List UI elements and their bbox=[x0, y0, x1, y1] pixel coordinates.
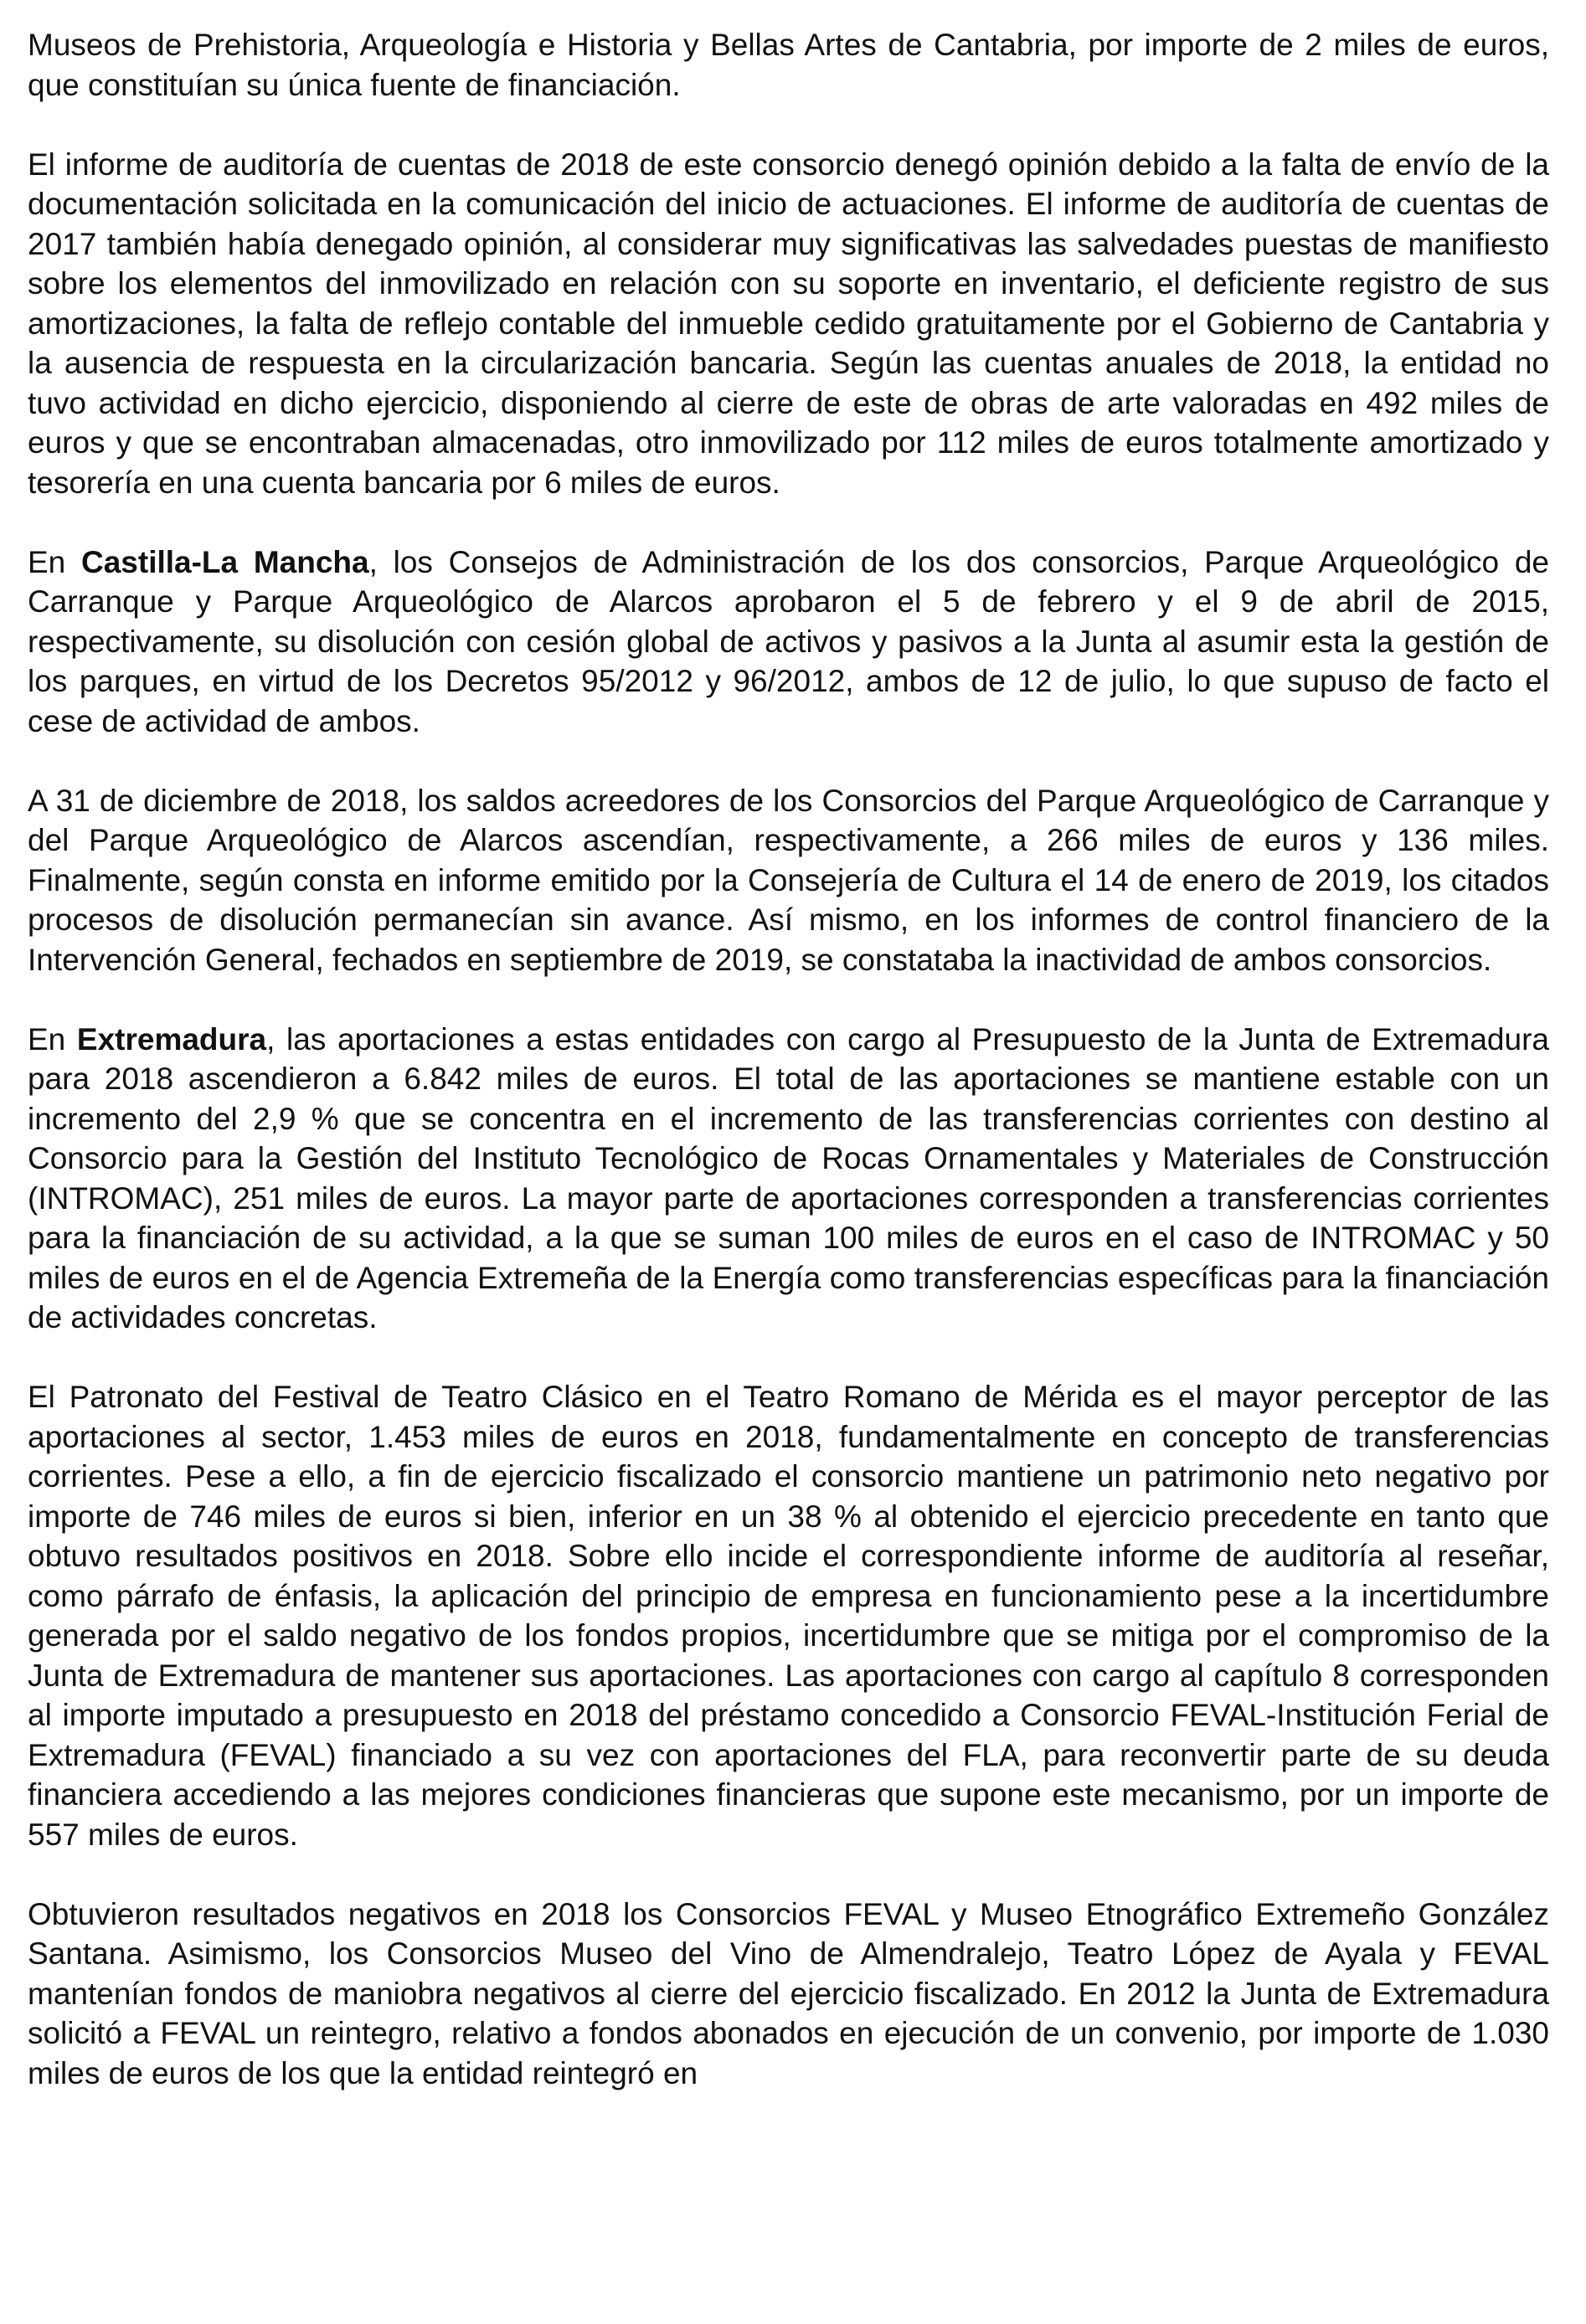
region-name-castilla-la-mancha: Castilla-La Mancha bbox=[81, 544, 369, 579]
paragraph-lead: En bbox=[28, 544, 81, 579]
paragraph-audit-report: El informe de auditoría de cuentas de 2018 de este consorcio denegó opinión debido a la falta de envío de la documentación solicitada en la comunicación del inicio de actuaciones. El informe de auditoría de cuentas de 2017 también había denegado opinión, al considerar muy significativas las salvedades puestas de manifiesto sobre los elementos del inmovilizado en relación con su soporte en inventario, el deficiente registro de sus amortizaciones, la falta de reflejo contable del inmueble cedido gratuitamente por el Gobierno de Cantabria y la ausencia de respuesta en la circularización bancaria. Según las cuentas anuales de 2018, la entidad no tuvo actividad en dicho ejercicio, disponiendo al cierre de este de obras de arte valoradas en 492 miles de euros y que se encontraban almacenadas, otro inmovilizado por 112 miles de euros totalmente amortizado y tesorería en una cuenta bancaria por 6 miles de euros. bbox=[28, 147, 1549, 500]
body-text bbox=[28, 25, 1549, 2093]
paragraph-cantabria-museums: Museos de Prehistoria, Arqueología e Historia y Bellas Artes de Cantabria, por importe de 2 miles de euros, que constituían su única fuente de financiación. bbox=[28, 28, 1549, 102]
paragraph-festival-merida: El Patronato del Festival de Teatro Clásico en el Teatro Romano de Mérida es el mayor perceptor de las aportaciones al sector, 1.453 miles de euros en 2018, fundamentalmente en concepto de transferencias corrientes. Pese a ello, a fin de ejercicio fiscalizado el consorcio mantiene un patrimonio neto negativo por importe de 746 miles de euros si bien, inferior en un 38 % al obtenido el ejercicio precedente en tanto que obtuvo resultados positivos en 2018. Sobre ello incide el correspondiente informe de auditoría al reseñar, como párrafo de énfasis, la aplicación del principio de empresa en funcionamiento pese a la incertidumbre generada por el saldo negativo de los fondos propios, incertidumbre que se mitiga por el compromiso de la Junta de Extremadura de mantener sus aportaciones. Las aportaciones con cargo al capítulo 8 corresponden al importe imputado a presupuesto en 2018 del préstamo concedido a Consorcio FEVAL-Institución Ferial de Extremadura (FEVAL) financiado a su vez con aportaciones del FLA, para reconvertir parte de su deuda financiera accediendo a las mejores condiciones financieras que supone este mecanismo, por un importe de 557 miles de euros. bbox=[28, 1380, 1549, 1852]
region-name-extremadura: Extremadura bbox=[76, 1021, 267, 1057]
paragraph-body: , los Consejos de Administración de los dos consorcios, Parque Arqueológico de Carranque y Parque Arqueológico de Alarcos aprobaron el 5 de febrero y el 9 de abril de 2015, respectivamente, su disolución con cesión global de activos y pasivos a la Junta al asumir esta la gestión de los parques, en virtud de los Decretos 95/2012 y 96/2012, ambos de 12 de julio, lo que supuso de facto el cese de actividad de ambos. bbox=[28, 544, 1549, 738]
paragraph-body: , las aportaciones a estas entidades con cargo al Presupuesto de la Junta de Extremadura para 2018 ascendieron a 6.842 miles de euros. El total de las aportaciones se mantiene estable con un incremento del 2,9 % que se concentra en el incremento de las transferencias corrientes con destino al Consorcio para la Gestión del Instituto Tecnológico de Rocas Ornamentales y Materiales de Construcción (INTROMAC), 251 miles de euros. La mayor parte de aportaciones corresponden a transferencias corrientes para la financiación de su actividad, a la que se suman 100 miles de euros en el caso de INTROMAC y 50 miles de euros en el de Agencia Extremeña de la Energía como transferencias específicas para la financiación de actividades concretas. bbox=[28, 1021, 1549, 1334]
paragraph-extremadura bbox=[28, 1020, 1549, 1338]
paragraph-creditor-balances: A 31 de diciembre de 2018, los saldos acreedores de los Consorcios del Parque Arqueológico de Carranque y del Parque Arqueológico de Alarcos ascendían, respectivamente, a 266 miles de euros y 136 miles. Finalmente, según consta en informe emitido por la Consejería de Cultura el 14 de enero de 2019, los citados procesos de disolución permanecían sin avance. Así mismo, en los informes de control financiero de la Intervención General, fechados en septiembre de 2019, se constataba la inactividad de ambos consorcios. bbox=[28, 783, 1549, 977]
paragraph-lead: En bbox=[28, 1021, 77, 1057]
paragraph-castilla-la-mancha bbox=[28, 542, 1549, 742]
paragraph-negative-results: Obtuvieron resultados negativos en 2018 los Consorcios FEVAL y Museo Etnográfico Extremeño González Santana. Asimismo, los Consorcios Museo del Vino de Almendralejo, Teatro López de Ayala y FEVAL mantenían fondos de maniobra negativos al cierre del ejercicio fiscalizado. En 2012 la Junta de Extremadura solicitó a FEVAL un reintegro, relativo a fondos abonados en ejecución de un convenio, por importe de 1.030 miles de euros de los que la entidad reintegró en bbox=[28, 1896, 1549, 2090]
